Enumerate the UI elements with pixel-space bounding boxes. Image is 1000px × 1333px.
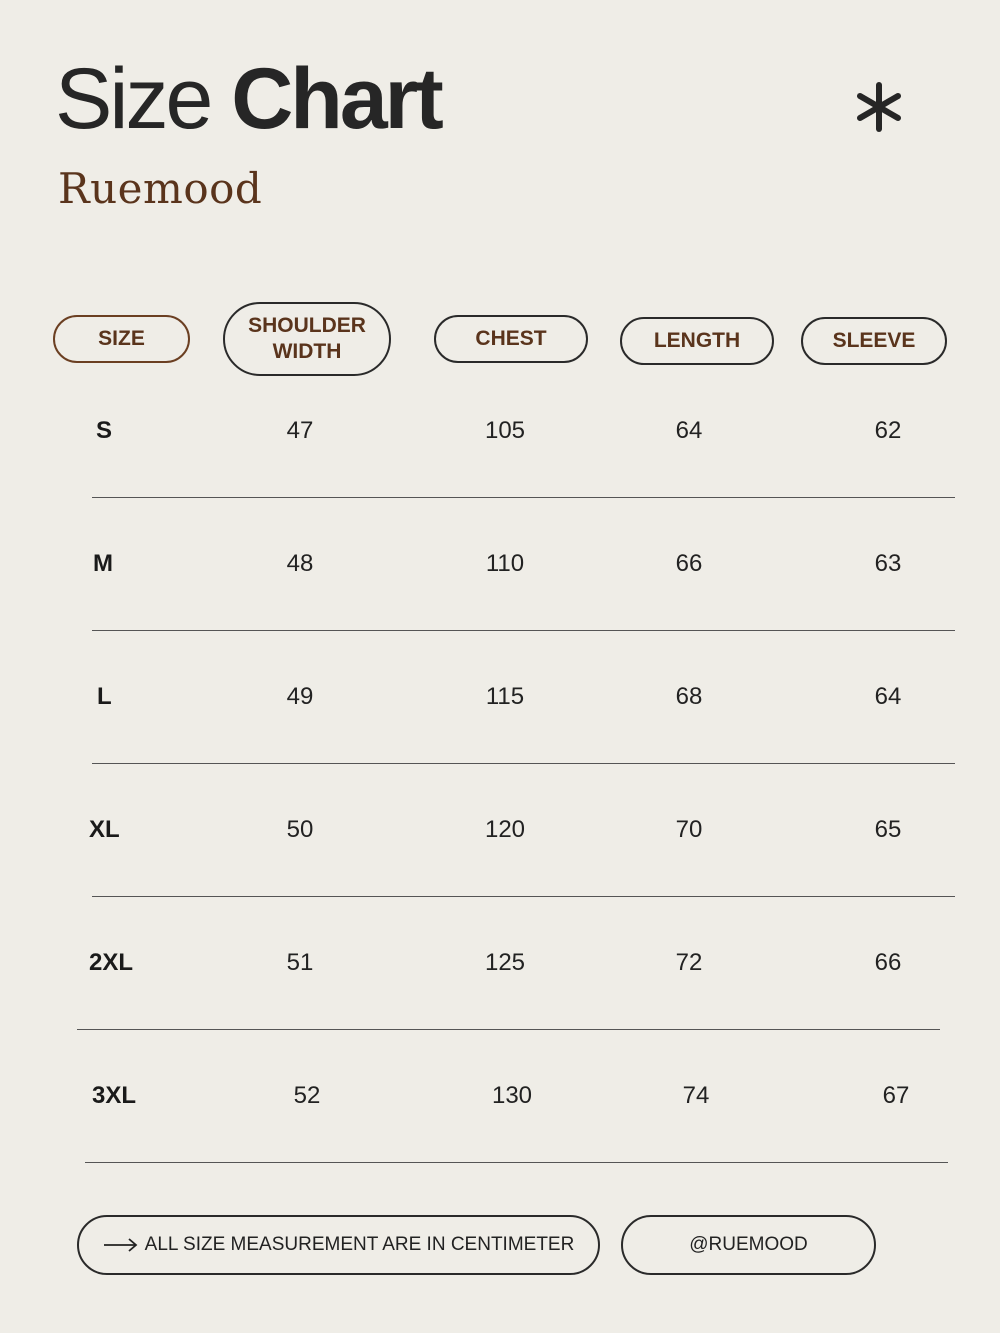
arrow-right-icon [103,1237,139,1253]
row-2xl-size: 2XL [89,949,134,976]
row-m-shoulder: 48 [286,550,314,577]
row-2xl-sleeve: 66 [874,949,902,976]
row-m-chest: 110 [485,550,525,577]
column-header-size: SIZE [53,315,190,363]
row-xl-length: 70 [675,816,703,843]
measurement-note [77,1215,600,1275]
row-xl-sleeve: 65 [874,816,902,843]
row-3xl-size: 3XL [92,1082,137,1109]
column-header-shoulder-width: SHOULDER WIDTH [223,302,391,376]
row-3xl-length: 74 [682,1082,710,1109]
row-l-length: 68 [675,683,703,710]
row-m-size: M [93,550,113,577]
row-l-chest: 115 [485,683,525,710]
row-2xl-chest: 125 [484,949,526,976]
row-l-size: L [97,683,112,710]
row-divider [92,630,955,631]
row-xl-chest: 120 [484,816,526,843]
row-divider [92,497,955,498]
row-m-length: 66 [675,550,703,577]
row-divider [85,1162,948,1163]
row-3xl-sleeve: 67 [882,1082,910,1109]
title-word-size: Size [55,51,211,147]
row-s-size: S [96,417,113,444]
row-xl-size: XL [89,816,120,843]
row-divider [92,896,955,897]
column-header-sleeve: SLEEVE [801,317,947,365]
row-3xl-shoulder: 52 [293,1082,321,1109]
column-header-chest: CHEST [434,315,588,363]
row-divider [77,1029,940,1030]
row-m-sleeve: 63 [874,550,902,577]
row-2xl-shoulder: 51 [286,949,314,976]
row-xl-shoulder: 50 [286,816,314,843]
row-l-sleeve: 64 [874,683,902,710]
social-handle[interactable] [621,1215,876,1275]
row-divider [92,763,955,764]
column-header-length: LENGTH [620,317,774,365]
row-2xl-length: 72 [675,949,703,976]
row-s-shoulder: 47 [286,417,314,444]
asterisk-icon [852,80,906,134]
social-handle-text: @RUEMOOD [689,1234,808,1255]
measurement-note-text: ALL SIZE MEASUREMENT ARE IN CENTIMETER [144,1234,575,1255]
row-s-length: 64 [675,417,703,444]
page-title [55,51,441,147]
row-s-sleeve: 62 [874,417,902,444]
title-word-chart: Chart [231,51,441,147]
row-l-shoulder: 49 [286,683,314,710]
row-3xl-chest: 130 [491,1082,533,1109]
brand-name: Ruemood [58,164,263,213]
row-s-chest: 105 [484,417,526,444]
